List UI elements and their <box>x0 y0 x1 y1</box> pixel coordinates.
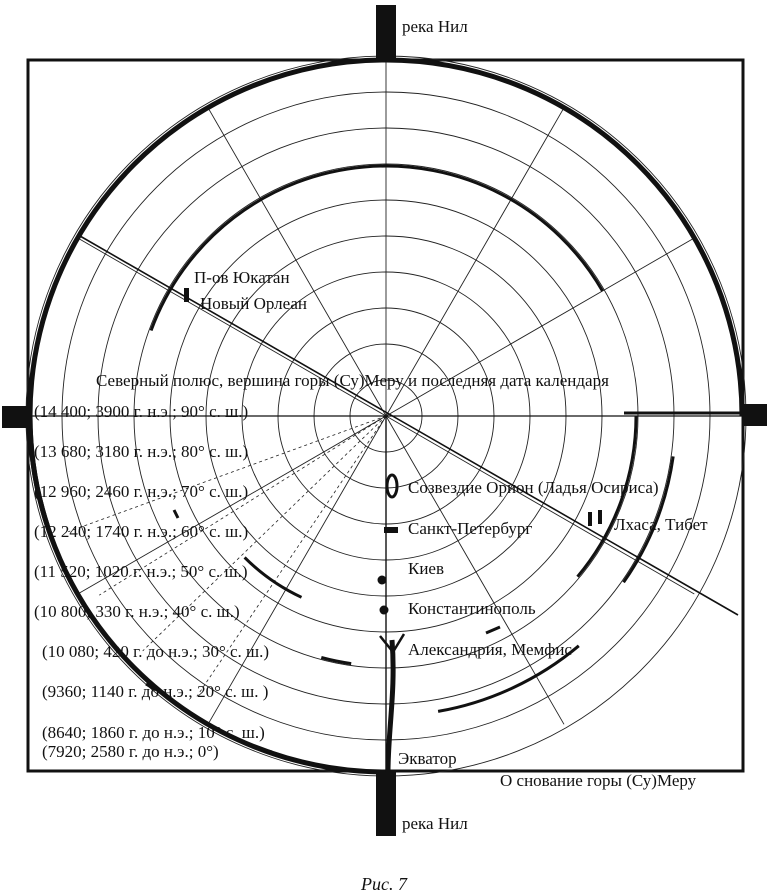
constantinople-marker <box>380 606 389 615</box>
scale-row-4: (11 520; 1020 г. н.э.; 50° с. ш.) <box>34 562 248 581</box>
river-nile-top-label: река Нил <box>402 17 468 36</box>
scale-row-5: (10 800; 330 г. н.э.; 40° с. ш.) <box>34 602 240 621</box>
kiev-label: Киев <box>408 559 445 578</box>
yucatan-marker <box>184 288 189 302</box>
orion-marker <box>387 475 397 497</box>
nile-river-course <box>388 640 393 772</box>
river-nile-bottom-bar <box>376 772 396 836</box>
lhasa-label: Лхаса, Тибет <box>614 515 708 534</box>
scale-row-1: (13 680; 3180 г. н.э.; 80° с. ш.) <box>34 442 249 461</box>
arc-dash <box>256 748 272 752</box>
kiev-marker <box>378 576 387 585</box>
scale-row-6: (10 080; 420 г. до н.э.; 30° с. ш.) <box>42 642 270 661</box>
scale-row-7: (9360; 1140 г. до н.э.; 20° с. ш. ) <box>42 682 269 701</box>
constantinople-label: Константинополь <box>408 599 536 618</box>
scale-row-8: (8640; 1860 г. до н.э.; 10° с. ш.) <box>42 723 265 742</box>
lhasa-marker <box>588 512 592 526</box>
equator-label: Экватор <box>398 749 457 768</box>
river-nile-bottom-label: река Нил <box>402 814 468 833</box>
st-petersburg-marker <box>384 527 398 533</box>
arc-dash <box>486 627 500 633</box>
new-orleans-label: Новый Орлеан <box>200 294 308 313</box>
dashed-spoke <box>68 416 386 532</box>
orion-label: Созвездие Орион (Ладья Осириса) <box>408 478 659 497</box>
arc-dash <box>174 510 178 518</box>
scale-row-2: (12 960; 2460 г. н.э.; 70° с. ш.) <box>34 482 249 501</box>
alexandria-memphis-label: Александрия, Мемфис <box>408 640 572 659</box>
river-nile-top-bar <box>376 5 396 61</box>
right-axis-marker <box>743 404 767 426</box>
st-petersburg-label: Санкт-Петербург <box>408 519 533 538</box>
lhasa-marker <box>598 510 602 524</box>
scale-row-3: (12 240; 1740 г. н.э.; 60° с. ш.) <box>34 522 249 541</box>
yucatan-label: П-ов Юкатан <box>194 268 290 287</box>
figure-caption: Рис. 7 <box>361 874 407 894</box>
scale-row-9: (7920; 2580 г. до н.э.; 0°) <box>42 742 219 761</box>
scale-row-0: (14 400; 3900 г. н.э.; 90° с. ш.) <box>34 402 249 421</box>
north-pole-label: Северный полюс, вершина горы (Су)Меру и последняя дата календаря <box>96 371 609 390</box>
left-axis-marker <box>2 406 30 428</box>
mountain-base-label: О снование горы (Су)Меру <box>500 771 697 790</box>
